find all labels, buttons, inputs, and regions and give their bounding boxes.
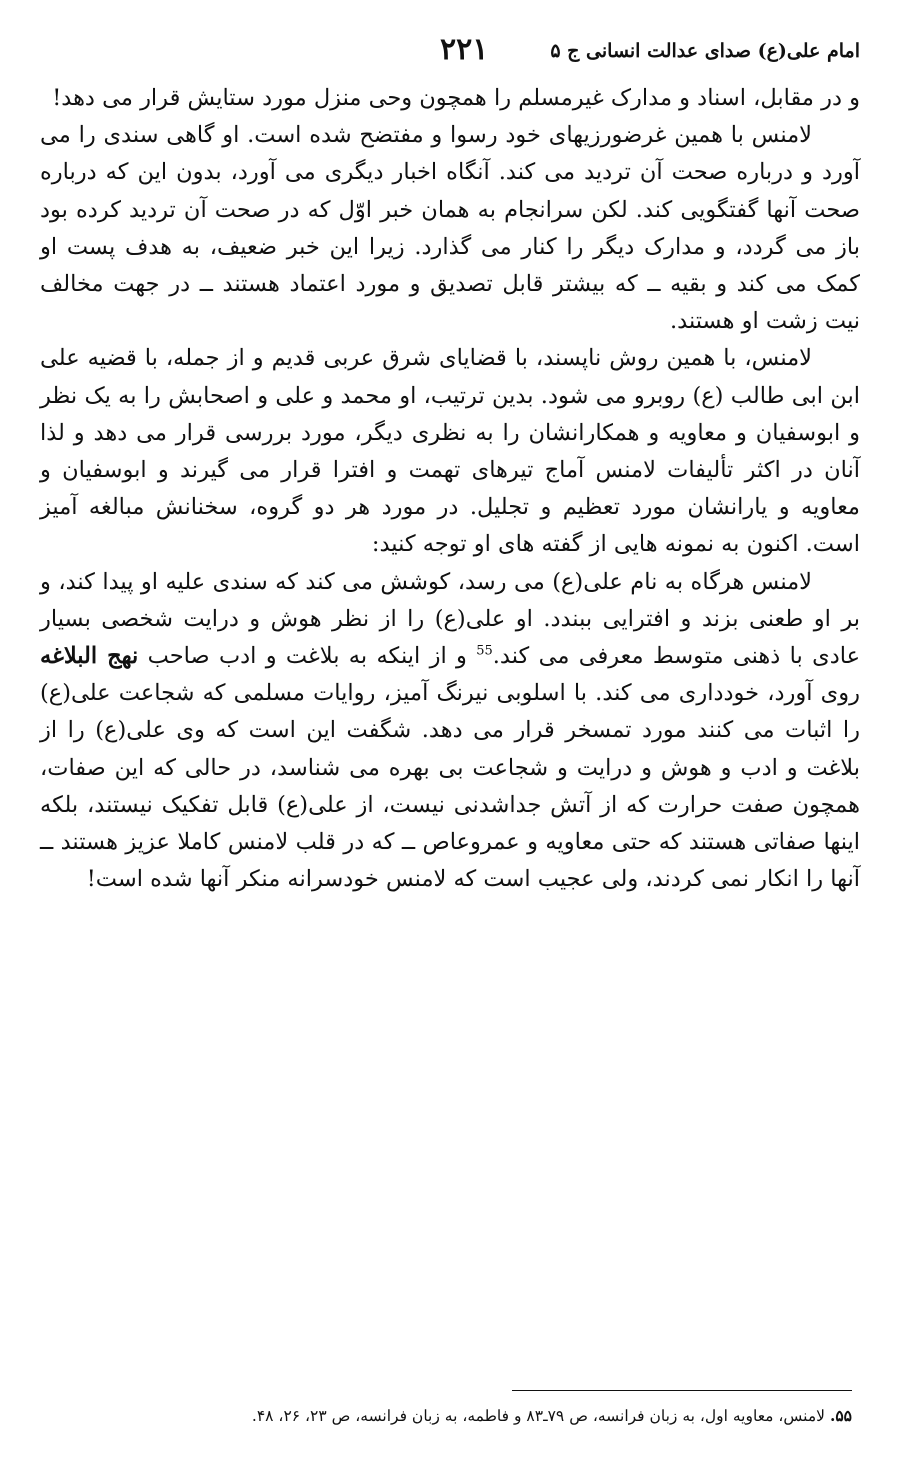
page-number: ۲۲۱	[440, 32, 489, 67]
paragraph-2: لامنس با همین غرضورزیهای خود رسوا و مفتضح شده است. او گاهی سندی را می آورد و درباره صحت آن تردید می کند. آنگاه اخبار دیگری می آورد، بدون این که درباره صحت آنها گفتگویی کند. لکن سرانجام به همان خبر اوّل که در صحت آن تردید کرده بود باز می گردد، و مدارک دیگر را کنار می گذارد. زیرا این خبر ضعیف، به هدف پست او کمک می کند و بقیه ــ که بیشتر قابل تصدیق و مورد اعتماد هستند ــ در جهت مخالف نیت زشت او هستند.	[40, 122, 860, 335]
page-header	[40, 30, 860, 70]
footnote-number: ۵۵.	[829, 1406, 852, 1425]
paragraph-4-part-1: لامنس هرگاه به نام علی(ع) می رسد، کوشش می کند که سندی علیه او پیدا کند، و بر او طعنی بزند و افترایی ببندد. او علی(ع) را از نظر هوش و درایت شخصی بسیار عادی با ذهنی متوسط معرفی می کند.	[40, 568, 860, 670]
paragraph-4	[40, 564, 860, 899]
paragraph-3: لامنس، با همین روش ناپسند، با قضایای شرق عربی قدیم و از جمله، با قضیه علی ابن ابی طالب (ع) روبرو می شود. بدین ترتیب، او محمد و علی و اصحابش را به یک نظر و ابوسفیان و معاویه و همکارانشان را به نظری دیگر، مورد بررسی قرار می دهد و لذا آنان در اکثر تألیفات لامنس آماج تیرهای تهمت و افترا قرار می گیرند و ابوسفیان و معاویه و یارانشان مورد تعظیم و تجلیل. در مورد هر دو گروه، سخنانش مبالغه آمیز است. اکنون به نمونه هایی از گفته های او توجه کنید:	[40, 345, 860, 558]
paragraph-4-part-3: روی آورد، خودداری می کند. با اسلوبی نیرنگ آمیز، روایات مسلمی که شجاعت علی(ع) را اثبات می کنند مورد تمسخر قرار می دهد. شگفت این است که وی علی(ع) را از بلاغت و ادب و هوش و درایت و شجاعت بی بهره می شناسد، در حالی که این صفات، همچون صفت حرارت که از آتش جداشدنی نیست، از علی(ع) قابل تفکیک نیستند، بلکه اینها صفاتی هستند که حتی معاویه و عمروعاص ــ که در قلب لامنس کاملا عزیز هستند ــ آنها را انکار نمی کردند، ولی عجیب است که لامنس خودسرانه منکر آنها شده است!	[40, 680, 860, 893]
footnote	[40, 1405, 852, 1427]
paragraph-1: و در مقابل، اسناد و مدارک غیرمسلم را همچون وحی منزل مورد ستایش قرار می دهد!	[52, 85, 860, 111]
footnote-text: لامنس، معاویه اول، به زبان فرانسه، ص ۷۹ـ۸۳ و فاطمه، به زبان فرانسه، ص ۲۳، ۲۶، ۴۸.	[251, 1407, 830, 1425]
running-title: امام علی(ع) صدای عدالت انسانی ج ۵	[550, 40, 860, 62]
book-title-term: نهج البلاغه	[40, 643, 139, 670]
body-text	[40, 80, 860, 898]
paragraph-4-part-2: و از اینکه به بلاغت و ادب صاحب	[138, 643, 477, 670]
footnote-reference[interactable]: 55	[476, 643, 493, 659]
footnote-divider	[512, 1390, 852, 1391]
